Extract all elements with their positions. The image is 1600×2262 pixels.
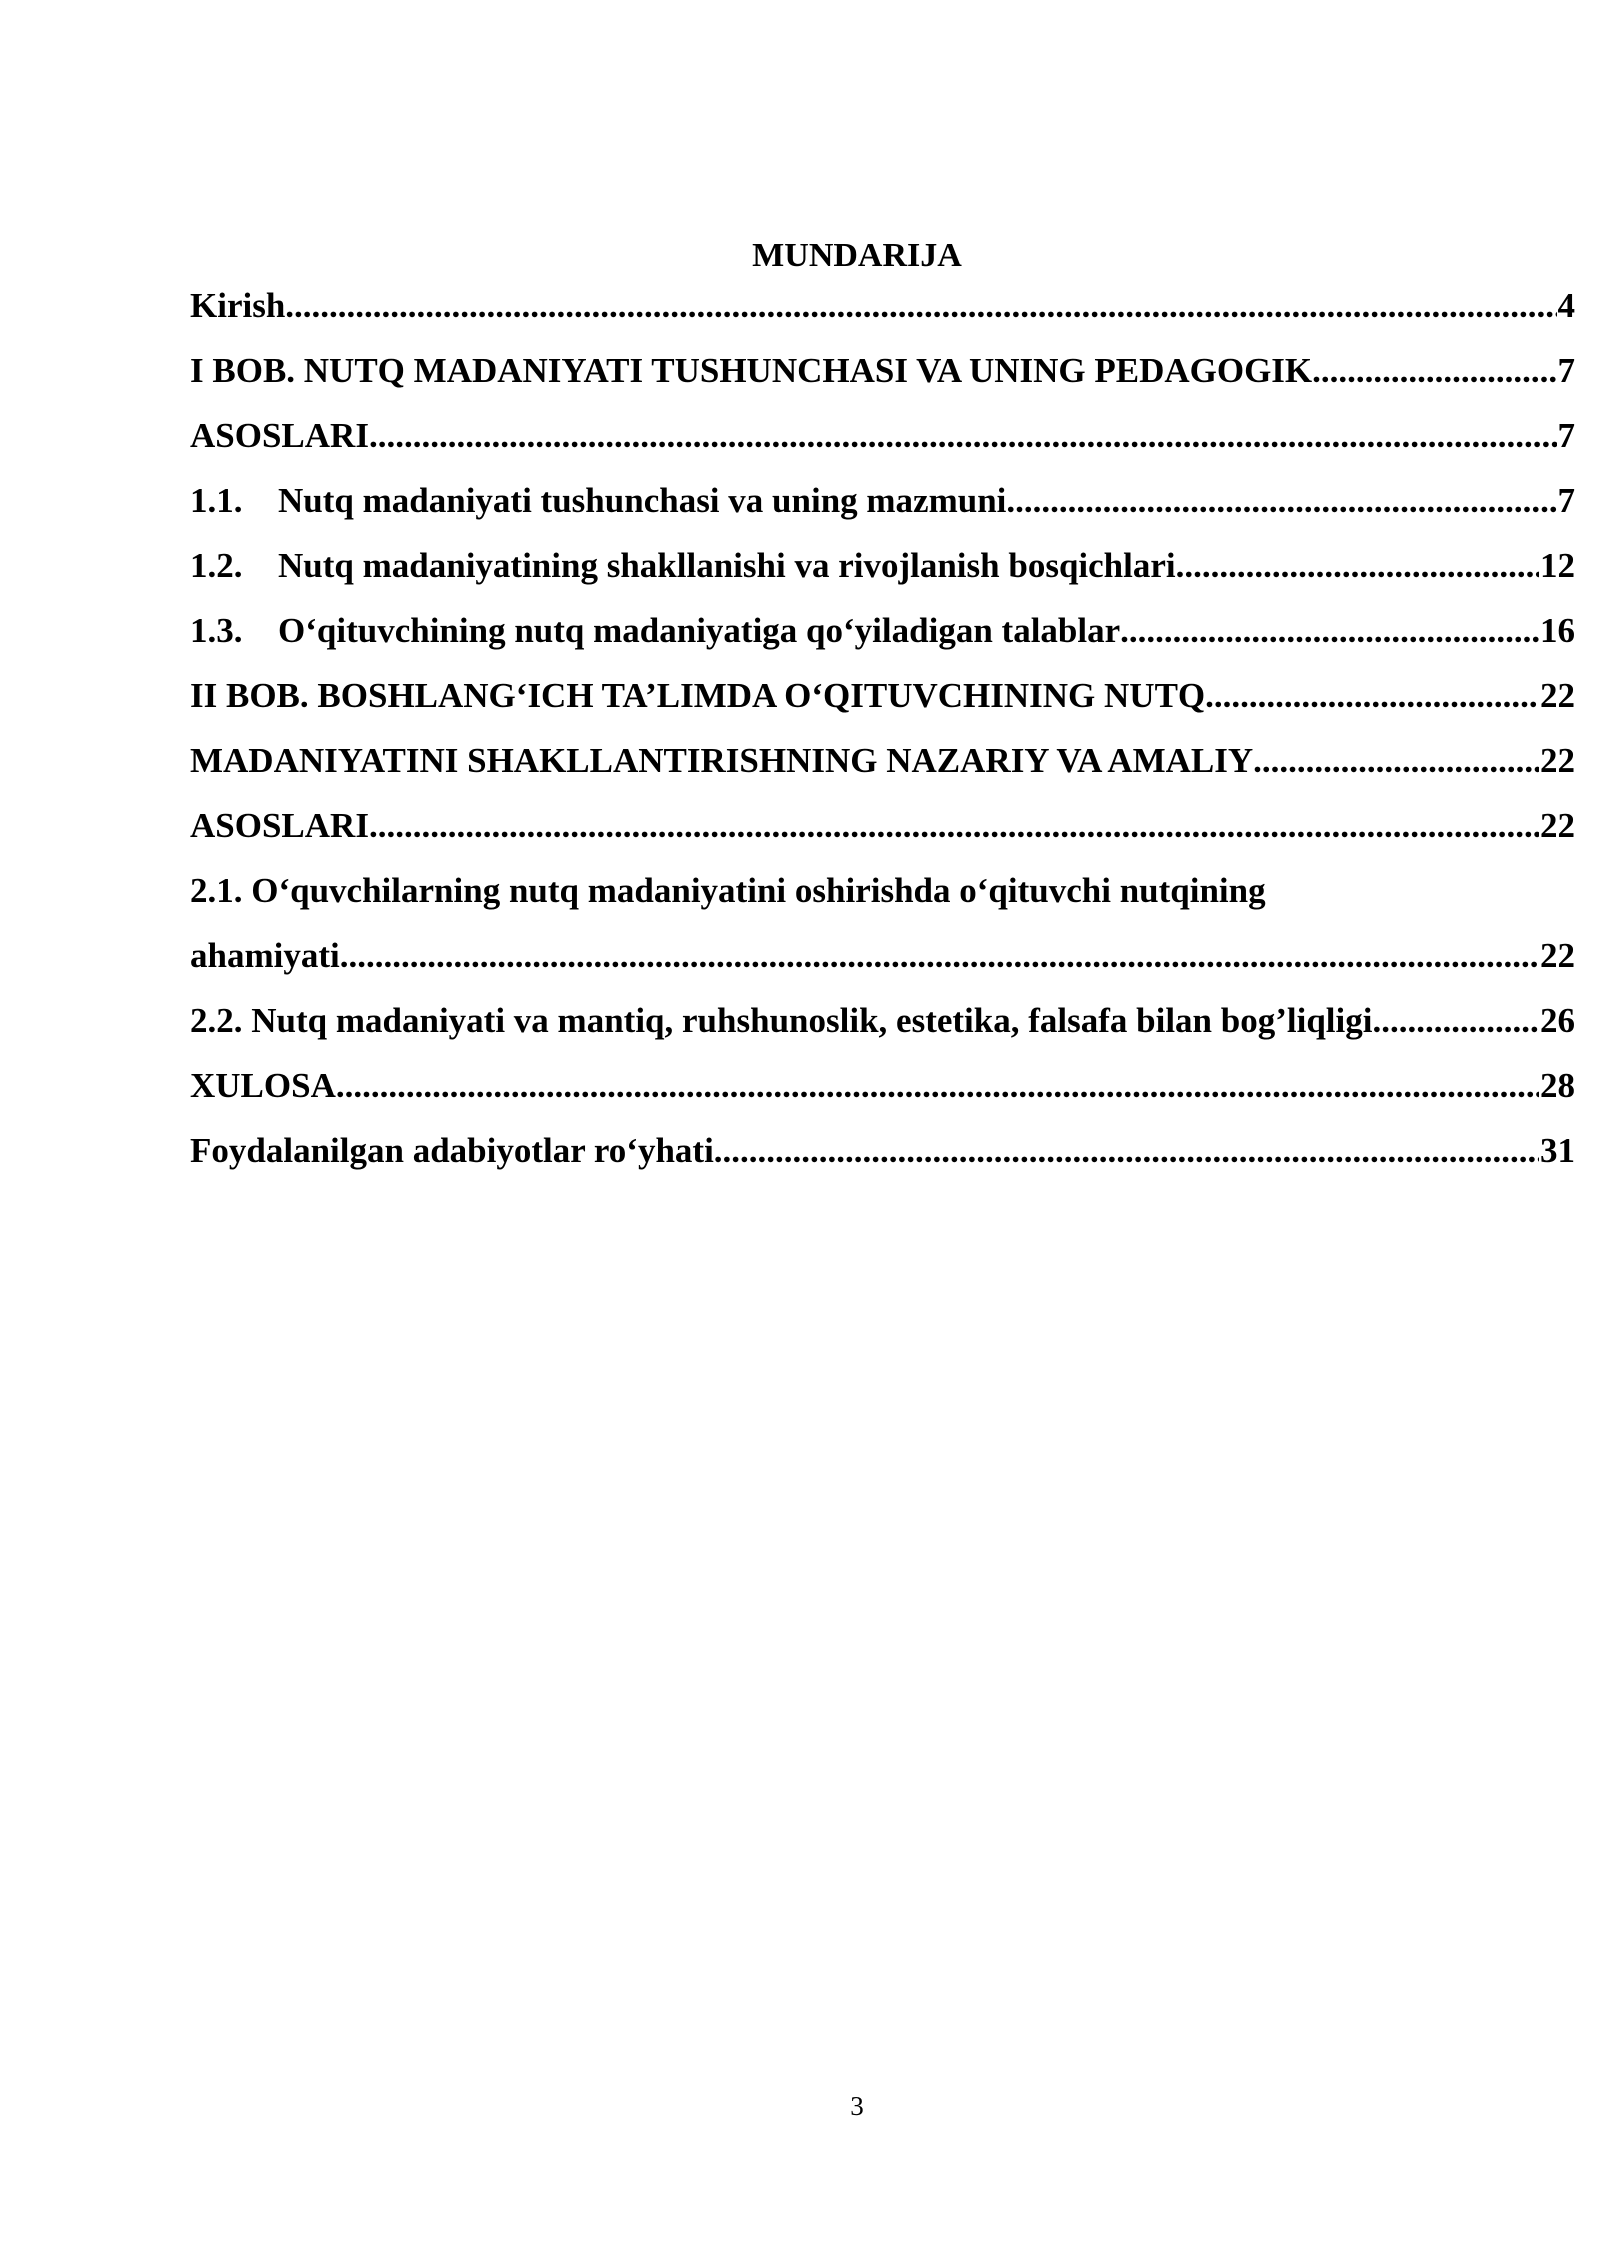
toc-entry-text: Foydalanilgan adabiyotlar ro‘yhati (190, 1131, 714, 1170)
toc-leader-dots (1372, 1001, 1539, 1041)
toc-entry-chapter-2-cont-2[interactable] (190, 781, 1575, 846)
toc-entry-section-2-2[interactable] (190, 976, 1575, 1041)
toc-section-number: 1.1. (190, 481, 243, 520)
toc-entry-text: ASOSLARI (190, 806, 369, 845)
toc-entry-text: ahamiyati (190, 936, 340, 975)
toc-section-number: 1.2. (190, 546, 243, 585)
toc-entry-text: I BOB. NUTQ MADANIYATI TUSHUNCHASI VA UNING PEDAGOGIK (190, 351, 1313, 390)
toc-page-number: 22 (1540, 741, 1575, 780)
toc-entry-text: Nutq madaniyatining shakllanishi va rivojlanish bosqichlari (278, 546, 1176, 585)
toc-entry-xulosa[interactable] (190, 1041, 1575, 1106)
toc-leader-dots (369, 806, 1539, 846)
toc-entry-kirish[interactable] (190, 280, 1575, 326)
toc-entry-chapter-1-cont[interactable] (190, 391, 1575, 456)
toc-entry-chapter-2[interactable] (190, 651, 1575, 716)
toc-leader-dots (1312, 351, 1556, 391)
toc-page-number: 22 (1540, 806, 1575, 845)
toc-leader-dots (1176, 546, 1539, 586)
toc-entry-text: 2.1. O‘quvchilarning nutq madaniyatini oshirishda o‘qituvchi nutqining (190, 871, 1266, 910)
toc-entry-section-1-3[interactable] (190, 586, 1575, 651)
toc-entry-text: II BOB. BOSHLANG‘ICH TA’LIMDA O‘QITUVCHINING NUTQ (190, 676, 1206, 715)
toc-entry-text: XULOSA (190, 1066, 336, 1105)
toc-entry-section-2-1[interactable] (190, 846, 1575, 911)
toc-entry-text: MADANIYATINI SHAKLLANTIRISHNING NAZARIY VA AMALIY (190, 741, 1254, 780)
toc-page-number: 7 (1557, 481, 1575, 520)
toc-leader-dots (369, 416, 1557, 456)
toc-entry-text: ASOSLARI (190, 416, 369, 455)
toc-entry-text: 2.2. Nutq madaniyati va mantiq, ruhshunoslik, estetika, falsafa bilan bog’liqligi (190, 1001, 1373, 1040)
table-of-contents (190, 280, 1575, 1171)
toc-leader-dots (1205, 676, 1539, 716)
toc-leader-dots (340, 936, 1539, 976)
toc-entry-text: Nutq madaniyati tushunchasi va uning mazmuni (278, 481, 1007, 520)
toc-page-number: 31 (1540, 1131, 1575, 1170)
toc-page-number: 7 (1557, 351, 1575, 390)
toc-entry-text: O‘qituvchining nutq madaniyatiga qo‘yiladigan talablar (278, 611, 1121, 650)
toc-entry-section-1-2[interactable] (190, 521, 1575, 586)
toc-page-number: 26 (1540, 1001, 1575, 1040)
toc-page-number: 22 (1540, 936, 1575, 975)
toc-entry-text: Kirish (190, 286, 286, 325)
toc-leader-dots (714, 1131, 1539, 1171)
toc-entry-section-1-1[interactable] (190, 456, 1575, 521)
toc-leader-dots (336, 1066, 1539, 1106)
toc-leader-dots (1253, 741, 1539, 781)
toc-leader-dots (1006, 481, 1556, 521)
toc-entry-chapter-1[interactable] (190, 326, 1575, 391)
toc-page-number: 16 (1540, 611, 1575, 650)
toc-section-number: 1.3. (190, 611, 243, 650)
toc-page-number: 4 (1557, 286, 1575, 325)
toc-entry-chapter-2-cont[interactable] (190, 716, 1575, 781)
toc-leader-dots (285, 286, 1556, 326)
toc-entry-section-2-1-cont[interactable] (190, 911, 1575, 976)
toc-entry-references[interactable] (190, 1106, 1575, 1171)
toc-page-number: 12 (1540, 546, 1575, 585)
toc-page-number: 22 (1540, 676, 1575, 715)
toc-page-number: 7 (1557, 416, 1575, 455)
toc-leader-dots (1120, 611, 1539, 651)
page-number: 3 (850, 2091, 864, 2121)
toc-title: MUNDARIJA (752, 237, 962, 274)
toc-page-number: 28 (1540, 1066, 1575, 1105)
